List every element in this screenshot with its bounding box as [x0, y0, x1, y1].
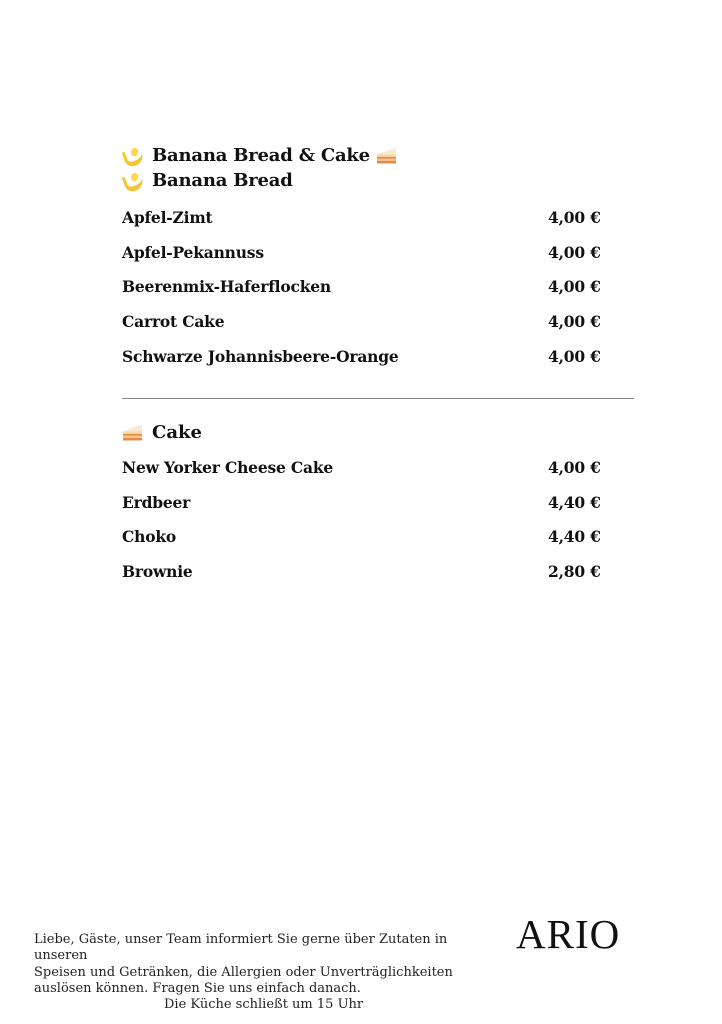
allergy-notice: [34, 932, 504, 1013]
section-heading-text: Banana Bread: [152, 170, 293, 191]
menu-item: [122, 562, 602, 597]
allergy-notice-line: Speisen und Getränken, die Allergien oder Unverträglichkeiten: [34, 964, 453, 980]
section-divider: [122, 398, 634, 399]
menu-header: [122, 143, 642, 193]
menu-item-price: 4,00 €: [548, 242, 601, 262]
menu-item: [122, 527, 602, 562]
menu-title-text: Banana Bread & Cake: [152, 145, 370, 166]
banana-bread-list: [122, 208, 602, 381]
brand-logo: ARIO: [516, 911, 621, 957]
menu-item-price: 4,00 €: [548, 458, 601, 477]
allergy-notice-line: Liebe, Gäste, unser Team informiert Sie gerne über Zutaten in unseren: [34, 932, 448, 964]
cake-slice-icon: [122, 423, 144, 443]
menu-item-price: 4,40 €: [548, 527, 601, 547]
banana-icon: [122, 146, 144, 166]
menu-item-price: 4,40 €: [548, 492, 601, 512]
menu-item-name: Beerenmix-Haferflocken: [122, 277, 331, 297]
banana-icon: [122, 171, 144, 191]
menu-item-name: Apfel-Zimt: [122, 208, 213, 227]
menu-item: [122, 243, 602, 278]
menu-item-price: 2,80 €: [548, 562, 601, 582]
menu-item: [122, 277, 602, 312]
menu-item-price: 4,00 €: [548, 346, 601, 366]
menu-item: [122, 208, 602, 243]
kitchen-closing-notice: Die Küche schließt um 15 Uhr: [164, 997, 364, 1013]
menu-item: [122, 347, 602, 382]
menu-item: [122, 458, 602, 493]
menu-item-price: 4,00 €: [548, 208, 601, 227]
cake-slice-icon: [376, 146, 398, 166]
menu-item-name: Schwarze Johannisbeere-Orange: [122, 346, 399, 366]
menu-item-name: Carrot Cake: [122, 312, 225, 332]
section-heading-banana-bread: [122, 168, 642, 193]
menu-item-name: Brownie: [122, 562, 193, 582]
menu-item-price: 4,00 €: [548, 277, 601, 297]
menu-item-name: New Yorker Cheese Cake: [122, 458, 334, 477]
menu-item-price: 4,00 €: [548, 312, 601, 332]
section-heading-text: Cake: [152, 422, 202, 443]
cake-list: [122, 458, 602, 597]
menu-item-name: Erdbeer: [122, 492, 191, 512]
menu-item: [122, 312, 602, 347]
menu-title: [122, 143, 642, 168]
menu-item-name: Choko: [122, 527, 177, 547]
allergy-notice-line: auslösen können. Fragen Sie uns einfach danach.: [34, 980, 361, 996]
menu-item-name: Apfel-Pekannuss: [122, 242, 264, 262]
menu-item: [122, 493, 602, 528]
section-heading-cake: [122, 420, 202, 445]
